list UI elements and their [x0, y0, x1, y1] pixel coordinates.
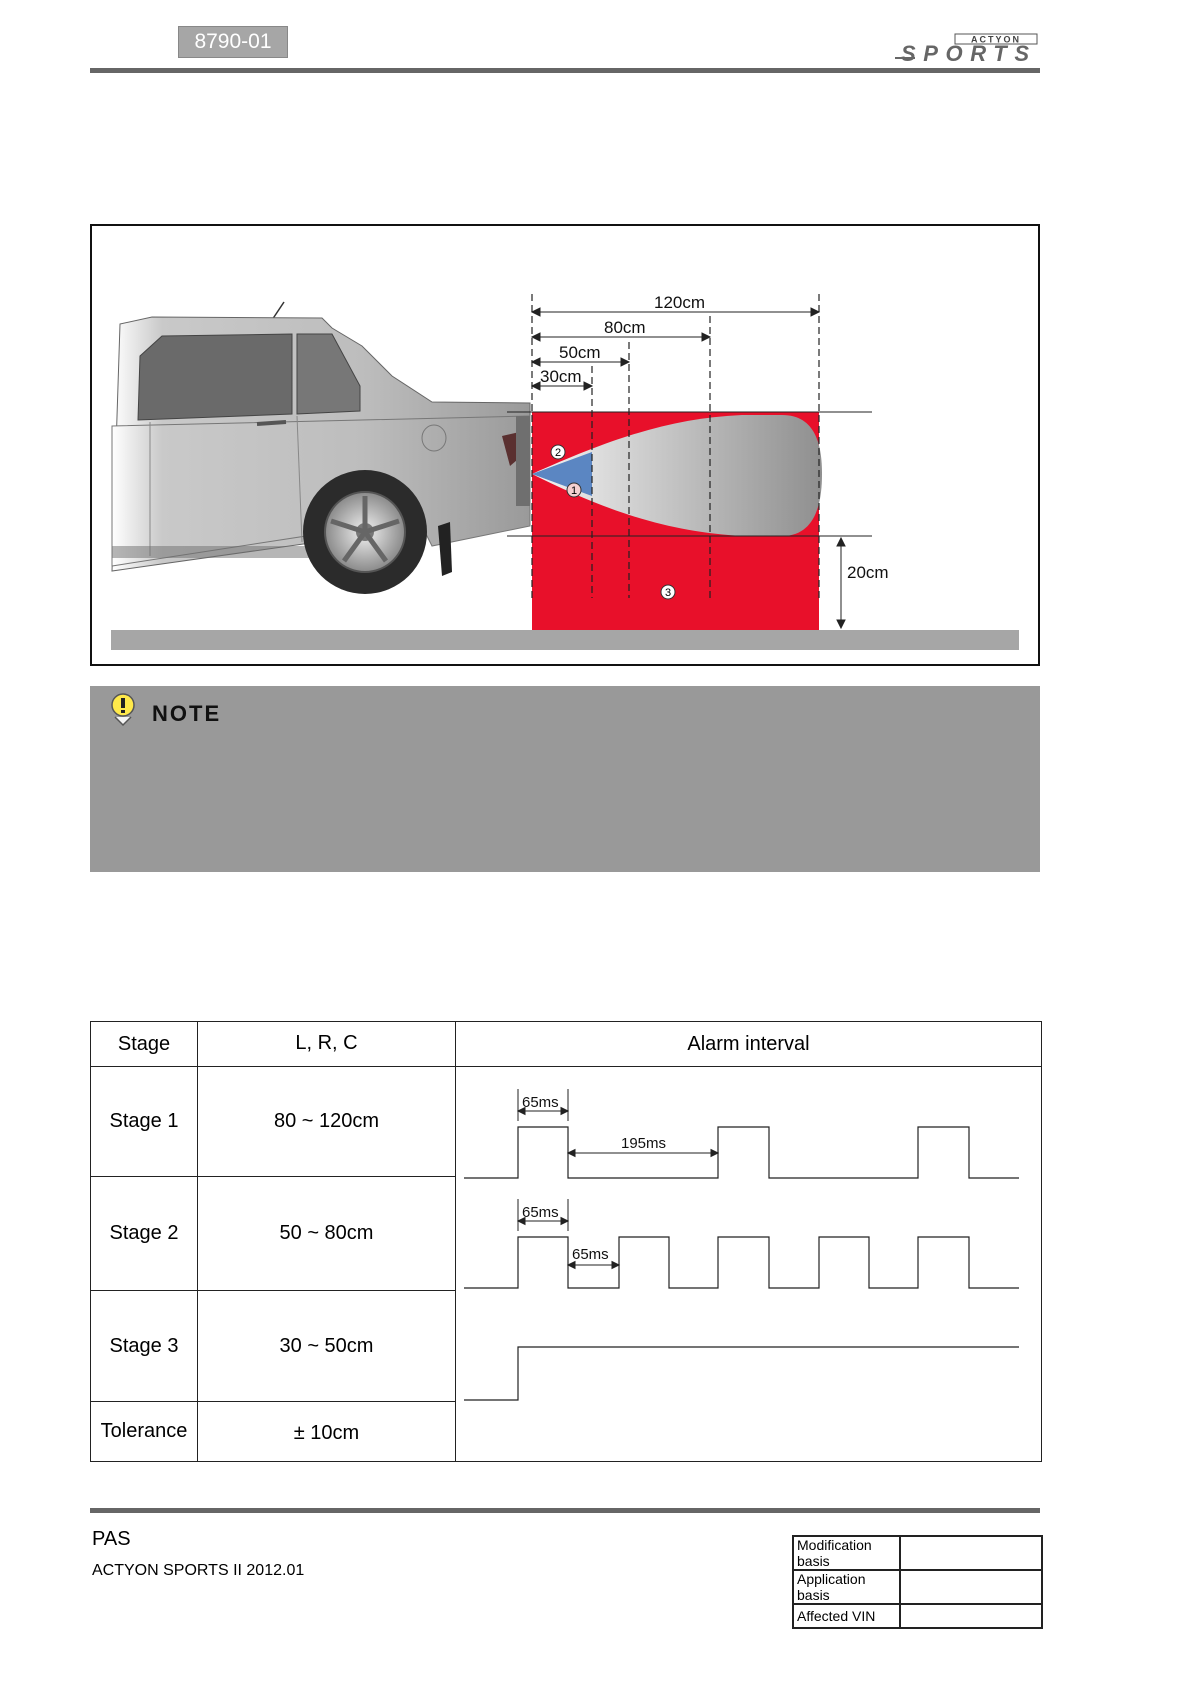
- header-alarm-interval: Alarm interval: [456, 1022, 1042, 1067]
- stage3-waveform: [464, 1347, 1019, 1400]
- header-range: L, R, C: [198, 1022, 456, 1067]
- modification-table: [792, 1535, 1043, 1629]
- stage1-on-time-label: 65ms: [522, 1093, 559, 1111]
- stage-cell: Stage 3: [91, 1291, 198, 1402]
- zone-marker-1: 1: [570, 485, 578, 497]
- table-row: [793, 1536, 1042, 1570]
- detection-zone-diagram: [90, 224, 1040, 666]
- distance-label-30cm: 30cm: [540, 367, 582, 386]
- affected-vin-label: Affected VIN: [793, 1604, 900, 1628]
- alarm-waveforms: [456, 1067, 1042, 1462]
- application-basis-value[interactable]: [900, 1570, 1042, 1604]
- stage2-waveform: [464, 1237, 1019, 1288]
- note-title: NOTE: [152, 701, 222, 726]
- range-cell: 50 ~ 80cm: [198, 1177, 456, 1291]
- vehicle-illustration: [112, 302, 530, 594]
- stage2-off-time-label: 65ms: [572, 1245, 609, 1263]
- note-box: [90, 686, 1040, 872]
- stage2-on-time-label: 65ms: [522, 1203, 559, 1221]
- range-cell: ± 10cm: [198, 1402, 456, 1462]
- zone-marker-2: 2: [554, 447, 562, 459]
- distance-label-80cm: 80cm: [604, 318, 646, 337]
- affected-vin-value[interactable]: [900, 1604, 1042, 1628]
- stage-cell: Stage 1: [91, 1067, 198, 1177]
- lightbulb-note-icon: [108, 692, 138, 728]
- stage1-waveform: [464, 1127, 1019, 1178]
- range-cell: 30 ~ 50cm: [198, 1291, 456, 1402]
- table-row: [793, 1604, 1042, 1628]
- stage-cell: Tolerance: [91, 1402, 198, 1462]
- actyon-sports-logo: [895, 32, 1040, 66]
- distance-label-120cm: 120cm: [654, 293, 706, 312]
- stage1-off-time-label: 195ms: [621, 1134, 667, 1152]
- height-label-20cm: 20cm: [847, 563, 889, 582]
- diagram-svg: [92, 226, 1038, 664]
- stage-cell: Stage 2: [91, 1177, 198, 1291]
- alarm-interval-table: [90, 1021, 1042, 1462]
- header-stage: Stage: [91, 1022, 198, 1067]
- table-row: [793, 1570, 1042, 1604]
- modification-basis-label: Modification basis: [793, 1536, 900, 1570]
- header-rule: [90, 68, 1040, 73]
- table-row: [91, 1067, 1042, 1177]
- logo-actyon-text: ACTYON: [971, 34, 1021, 45]
- document-code: 8790-01: [178, 26, 288, 58]
- zone-marker-3: 3: [664, 587, 672, 599]
- application-basis-label: Application basis: [793, 1570, 900, 1604]
- logo-sports-text: SPORTS: [901, 41, 1031, 66]
- footer-section-title: PAS: [92, 1528, 131, 1550]
- footer-model-date: ACTYON SPORTS II 2012.01: [92, 1562, 305, 1579]
- modification-basis-value[interactable]: [900, 1536, 1042, 1570]
- footer-rule: [90, 1508, 1040, 1513]
- waveform-svg: [456, 1069, 1042, 1460]
- table-header-row: [91, 1022, 1042, 1067]
- distance-label-50cm: 50cm: [559, 343, 601, 362]
- ground-bar: [111, 630, 1019, 650]
- range-cell: 80 ~ 120cm: [198, 1067, 456, 1177]
